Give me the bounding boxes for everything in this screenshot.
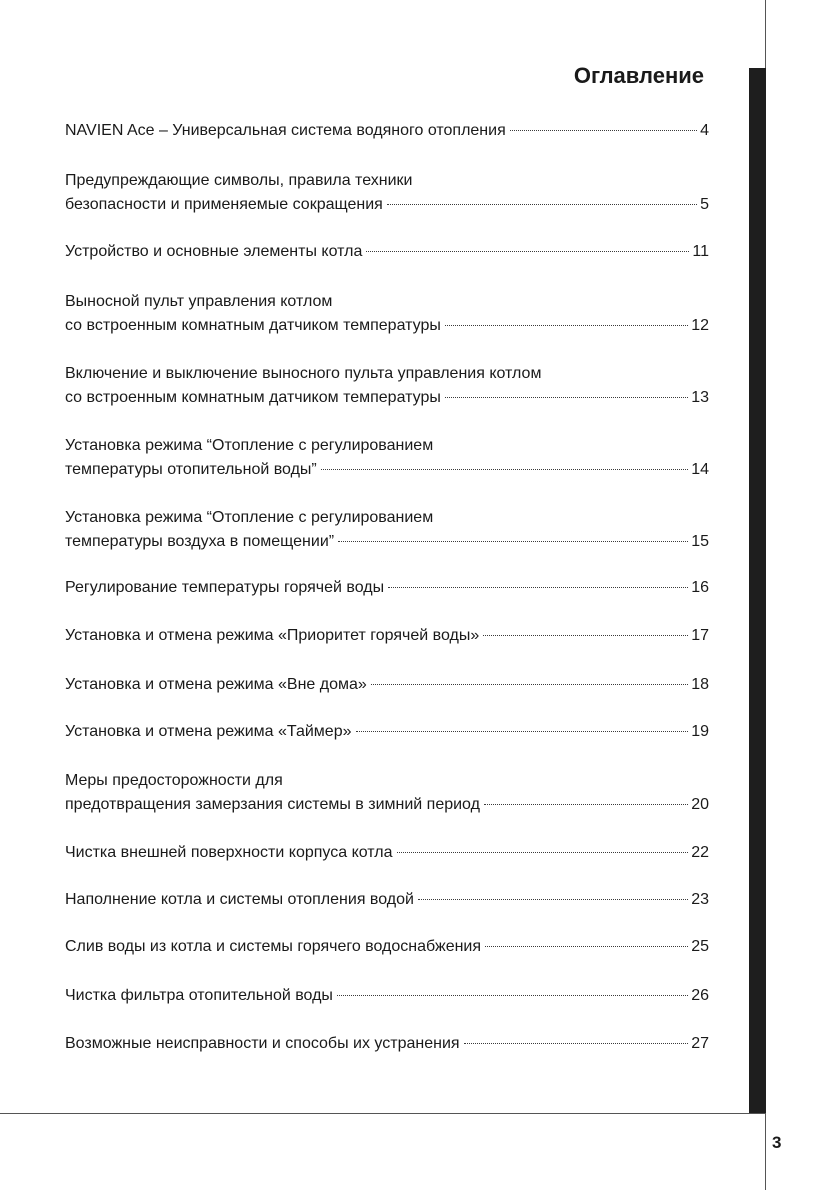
- toc-page-number: 22: [691, 844, 709, 861]
- toc-entry[interactable]: [65, 434, 709, 482]
- toc-entry-text: Установка режима “Отопление с регулированием: [65, 509, 434, 526]
- toc-entry-row: [65, 193, 709, 217]
- page-bottom-rule: [0, 1113, 766, 1114]
- toc-entry-text: Меры предосторожности для: [65, 772, 283, 789]
- toc-dot-leader: [321, 469, 688, 470]
- toc-entry[interactable]: [65, 119, 709, 143]
- toc-entry-row: [65, 119, 709, 143]
- toc-entry-row: [65, 841, 709, 865]
- toc-dot-leader: [510, 130, 697, 131]
- toc-entry-row: [65, 673, 709, 697]
- toc-dot-leader: [485, 946, 688, 947]
- toc-dot-leader: [445, 325, 688, 326]
- toc-page-number: 12: [691, 317, 709, 334]
- toc-entry-text: Выносной пульт управления котлом: [65, 293, 333, 310]
- toc-dot-leader: [366, 251, 689, 252]
- toc-entry-text: предотвращения замерзания системы в зимний период: [65, 796, 480, 813]
- toc-page-number: 27: [691, 1035, 709, 1052]
- toc-dot-leader: [484, 804, 688, 805]
- toc-entry-row: [65, 720, 709, 744]
- toc-page-number: 25: [691, 938, 709, 955]
- toc-entry[interactable]: [65, 935, 709, 959]
- toc-dot-leader: [483, 635, 688, 636]
- toc-page-number: 11: [692, 243, 709, 260]
- toc-entry-text: со встроенным комнатным датчиком температуры: [65, 317, 441, 334]
- toc-entry-row: [65, 530, 709, 554]
- toc-page-number: 4: [700, 122, 709, 139]
- toc-dot-leader: [371, 684, 688, 685]
- toc-entry[interactable]: [65, 290, 709, 338]
- toc-entry-row: [65, 984, 709, 1008]
- toc-page-number: 23: [691, 891, 709, 908]
- toc-entry[interactable]: [65, 984, 709, 1008]
- toc-entry-text: NAVIEN Ace – Универсальная система водяного отопления: [65, 122, 506, 139]
- toc-entry[interactable]: [65, 673, 709, 697]
- toc-entry[interactable]: [65, 1032, 709, 1056]
- toc-entry-text: Установка и отмена режима «Вне дома»: [65, 676, 367, 693]
- toc-entry-text: Установка режима “Отопление с регулированием: [65, 437, 434, 454]
- page-title: Оглавление: [573, 63, 704, 88]
- toc-entry-text: Чистка фильтра отопительной воды: [65, 987, 333, 1004]
- toc-entry-text: Установка и отмена режима «Приоритет горячей воды»: [65, 627, 480, 644]
- toc-entry-text: Включение и выключение выносного пульта управления котлом: [65, 365, 542, 382]
- toc-page-number: 13: [691, 389, 709, 406]
- toc-page-number: 20: [691, 796, 709, 813]
- toc-page-number: 26: [691, 987, 709, 1004]
- toc-entry[interactable]: [65, 506, 709, 554]
- toc-entry[interactable]: [65, 769, 709, 817]
- toc-entry-text: Устройство и основные элементы котла: [65, 243, 363, 260]
- toc-page-number: 14: [691, 461, 709, 478]
- toc-dot-leader: [418, 899, 688, 900]
- toc-entry[interactable]: [65, 362, 709, 410]
- toc-entry-row: [65, 386, 709, 410]
- toc-entry-row: [65, 624, 709, 648]
- page-side-bar: [749, 68, 766, 1114]
- toc-page-number: 15: [691, 533, 709, 550]
- toc-page-number: 18: [691, 676, 709, 693]
- toc-entry-text: Предупреждающие символы, правила техники: [65, 172, 413, 189]
- toc-entry-row: [65, 888, 709, 912]
- toc-page-number: 5: [700, 196, 709, 213]
- toc-entry-row: [65, 935, 709, 959]
- toc-entry-text: Возможные неисправности и способы их устранения: [65, 1035, 460, 1052]
- toc-page-number: 17: [691, 627, 709, 644]
- toc-entry-text: безопасности и применяемые сокращения: [65, 196, 383, 213]
- toc-entry[interactable]: [65, 169, 709, 217]
- toc-entry-text: Регулирование температуры горячей воды: [65, 579, 385, 596]
- toc-entry[interactable]: [65, 888, 709, 912]
- page-number: 3: [772, 1133, 782, 1152]
- toc-entry-text: Установка и отмена режима «Таймер»: [65, 723, 352, 740]
- toc-dot-leader: [356, 731, 689, 732]
- toc-dot-leader: [445, 397, 688, 398]
- toc-dot-leader: [388, 587, 688, 588]
- toc-entry-row: [65, 1032, 709, 1056]
- toc-entry-row: [65, 793, 709, 817]
- toc-entry-text: со встроенным комнатным датчиком температуры: [65, 389, 441, 406]
- toc-entry[interactable]: [65, 240, 709, 264]
- toc-entry[interactable]: [65, 624, 709, 648]
- toc-entry-text: Чистка внешней поверхности корпуса котла: [65, 844, 393, 861]
- toc-entry[interactable]: [65, 576, 709, 600]
- toc-entry-text: температуры воздуха в помещении”: [65, 533, 335, 550]
- toc-dot-leader: [464, 1043, 689, 1044]
- toc-entry[interactable]: [65, 841, 709, 865]
- toc-entry-text: Наполнение котла и системы отопления водой: [65, 891, 414, 908]
- toc-entry[interactable]: [65, 720, 709, 744]
- toc-entry-text: температуры отопительной воды”: [65, 461, 317, 478]
- toc-dot-leader: [338, 541, 688, 542]
- toc-entry-row: [65, 576, 709, 600]
- toc-page-number: 16: [691, 579, 709, 596]
- toc-entry-row: [65, 458, 709, 482]
- toc-entry-text: Слив воды из котла и системы горячего водоснабжения: [65, 938, 482, 955]
- toc-page-number: 19: [691, 723, 709, 740]
- toc-dot-leader: [397, 852, 689, 853]
- toc-entry-row: [65, 240, 709, 264]
- toc-entry-row: [65, 314, 709, 338]
- toc-dot-leader: [337, 995, 688, 996]
- toc-dot-leader: [387, 204, 697, 205]
